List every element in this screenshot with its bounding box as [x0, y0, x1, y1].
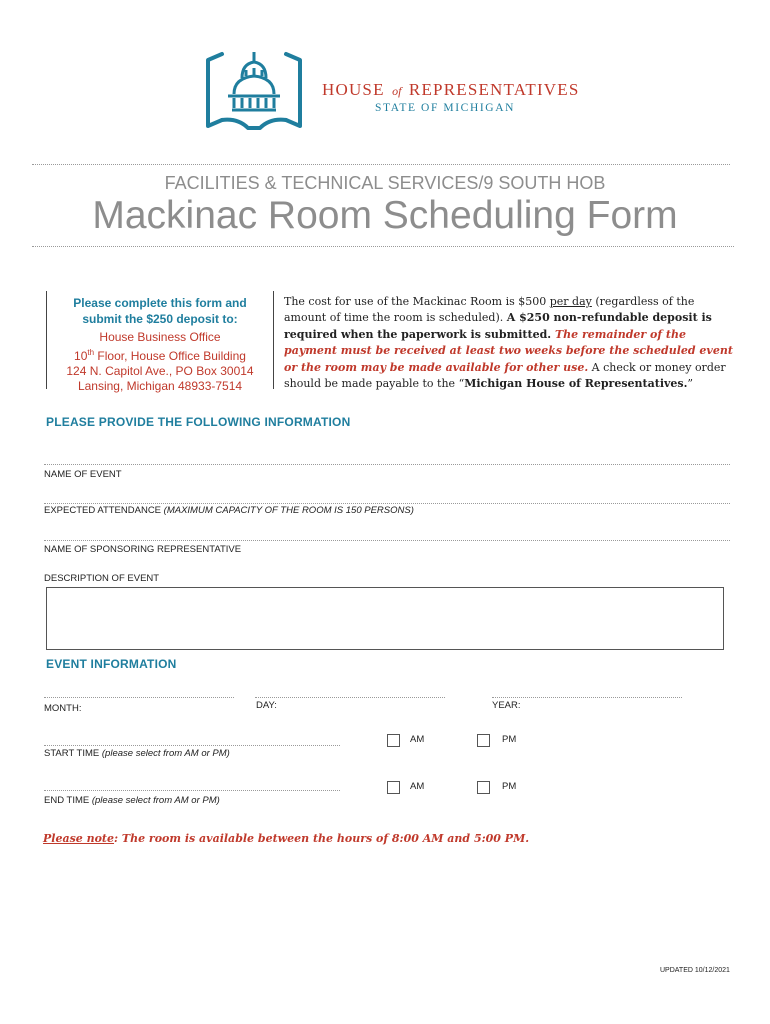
note-text: : The room is available between the hours of 8:00 AM and 5:00 PM. — [114, 832, 530, 845]
form-title: Mackinac Room Scheduling Form — [92, 194, 678, 237]
cost-per-day: per day — [549, 295, 592, 308]
start-time-label-text: START TIME — [44, 748, 102, 759]
start-pm-label: PM — [502, 734, 517, 745]
event-name-label: NAME OF EVENT — [44, 469, 122, 480]
title-divider — [32, 246, 734, 247]
end-time-label-text: END TIME — [44, 795, 92, 806]
start-time-line[interactable] — [44, 745, 340, 746]
deposit-heading — [47, 295, 273, 327]
org-title-reps: REPRESENTATIVES — [408, 80, 580, 99]
deposit-floor-rest: Floor, House Office Building — [94, 349, 246, 363]
capitol-book-logo — [204, 48, 304, 138]
deposit-floor-suffix: th — [87, 348, 95, 357]
cost-payee: Michigan House of Representatives. — [464, 377, 688, 391]
year-line[interactable] — [492, 697, 682, 698]
description-field[interactable] — [46, 587, 724, 650]
end-time-label — [44, 795, 220, 806]
end-am-label: AM — [410, 781, 425, 792]
start-time-label — [44, 748, 230, 759]
end-am-checkbox[interactable] — [387, 781, 400, 794]
month-label: MONTH: — [44, 703, 82, 714]
org-title — [322, 80, 580, 100]
start-am-checkbox[interactable] — [387, 734, 400, 747]
day-label: DAY: — [256, 700, 277, 711]
start-am-label: AM — [410, 734, 425, 745]
availability-note — [43, 832, 529, 845]
end-time-line[interactable] — [44, 790, 340, 791]
attendance-label — [44, 505, 414, 516]
month-line[interactable] — [44, 697, 234, 698]
deposit-address: 124 N. Capitol Ave., PO Box 30014 — [66, 364, 254, 378]
section-provide-info: PLEASE PROVIDE THE FOLLOWING INFORMATION — [46, 415, 351, 429]
cost-text-2: (regardless of the amount of time the room is scheduled). — [284, 295, 695, 325]
cost-close-quote: ” — [687, 377, 694, 391]
org-title-house: HOUSE — [322, 80, 385, 99]
deposit-city: Lansing, Michigan 48933-7514 — [77, 379, 243, 393]
cost-remainder-warning: The remainder of the payment must be received at least two weeks before the scheduled event or the room may be made available for other use. — [284, 327, 733, 374]
department-heading: FACILITIES & TECHNICAL SERVICES/9 SOUTH HOB — [164, 173, 606, 193]
attendance-line[interactable] — [44, 503, 730, 504]
updated-date: UPDATED 10/12/2021 — [660, 967, 730, 974]
deposit-floor — [47, 345, 273, 364]
org-title-of: of — [392, 84, 402, 98]
description-label: DESCRIPTION OF EVENT — [44, 573, 160, 584]
deposit-floor-number: 10 — [74, 349, 88, 363]
deposit-office: House Business Office — [99, 330, 221, 344]
start-pm-checkbox[interactable] — [477, 734, 490, 747]
section-event-info: EVENT INFORMATION — [46, 657, 177, 671]
deposit-heading-line1: Please complete this form and — [73, 296, 247, 310]
attendance-capacity-note: (MAXIMUM CAPACITY OF THE ROOM IS 150 PERSONS) — [163, 505, 414, 516]
org-subtitle: STATE OF MICHIGAN — [375, 102, 516, 114]
sponsor-line[interactable] — [44, 540, 730, 541]
cost-text-1: The cost for use of the Mackinac Room is $500 — [284, 295, 550, 308]
end-time-note: (please select from AM or PM) — [91, 795, 220, 806]
note-label: Please note — [43, 832, 115, 845]
top-divider — [32, 164, 730, 165]
attendance-label-text: EXPECTED ATTENDANCE — [44, 505, 164, 516]
day-line[interactable] — [255, 697, 445, 698]
cost-deposit-required: A $250 non-refundable deposit is required when the paperwork is submitted. — [284, 311, 712, 341]
year-label: YEAR: — [492, 700, 521, 711]
deposit-instructions-box — [46, 291, 274, 393]
cost-text-payable: A check or money order should be made payable to the “ — [284, 360, 726, 391]
cost-paragraph — [284, 294, 734, 392]
start-time-note: (please select from AM or PM) — [101, 748, 230, 759]
deposit-heading-line2: submit the $250 deposit to: — [82, 312, 238, 326]
sponsor-label: NAME OF SPONSORING REPRESENTATIVE — [44, 544, 242, 555]
end-pm-label: PM — [502, 781, 517, 792]
event-name-line[interactable] — [44, 464, 730, 465]
end-pm-checkbox[interactable] — [477, 781, 490, 794]
